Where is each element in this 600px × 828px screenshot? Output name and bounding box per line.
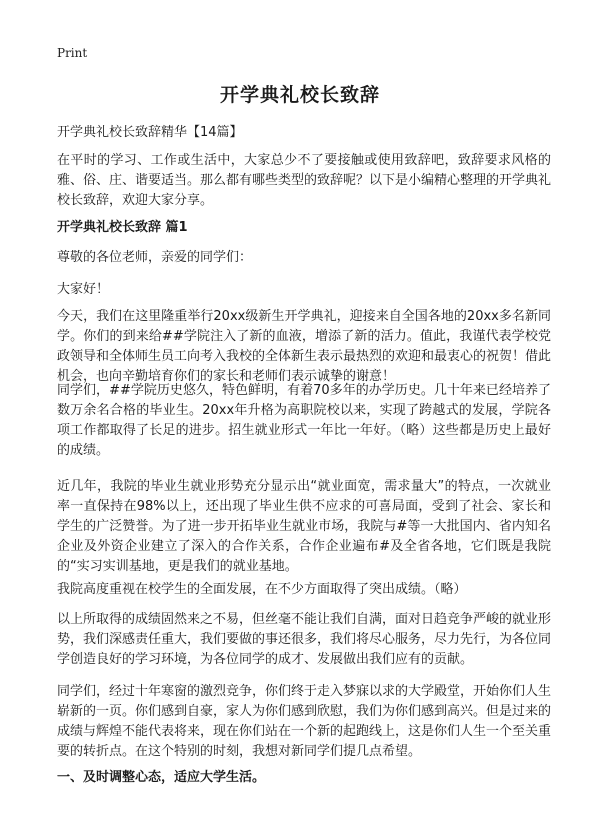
hello-line: 大家好！ xyxy=(57,282,110,297)
intro-paragraph: 在平时的学习、工作或生活中，大家总少不了要接触或使用致辞吧，致辞要求风格的雅、俗、庄、谐要适当。那么都有哪些类型的致辞呢？以下是小编精心整理的开学典礼校长致辞，欢迎大家分享。 xyxy=(57,153,552,208)
section-heading-2: 一、及时调整心态，适应大学生活。 xyxy=(57,770,266,785)
body-paragraph-4: 我院高度重视在校学生的全面发展，在不少方面取得了突出成绩。（略） xyxy=(57,582,467,597)
body-paragraph-3: 近几年，我院的毕业生就业形势充分显示出“就业面宽，需求量大”的特点，一次就业率一直保持在98%以上，还出现了毕业生供不应求的可喜局面，受到了社会、家长和学生的广泛赞誉。为了进一步开拓毕业生就业市场，我院与#等一大批国内、省内知名企业及外资企业建立了深入的合作关系，合作企业遍布#及全省各地，它们既是我院的“实习实训基地，更是我们的就业基地。 xyxy=(57,479,551,574)
document-subtitle: 开学典礼校长致辞精华【14篇】 xyxy=(57,125,243,140)
page-title: 开学典礼校长致辞 xyxy=(219,84,380,106)
greeting-line: 尊敬的各位老师，亲爱的同学们： xyxy=(57,250,253,265)
body-paragraph-6: 同学们，经过十年寒窗的激烈竞争，你们终于走入梦寐以求的大学殿堂，开始你们人生崭新的一页。你们感到自豪，家人为你们感到欣慰，我们为你们感到高兴。但是过来的成绩与辉煌不能代表将来，现在你们站在一个新的起跑线上，这是你们人生一个至关重要的转折点。在这个特别的时刻，我想对新同学们提几点希望。 xyxy=(57,684,552,759)
body-paragraph-5: 以上所取得的成绩固然来之不易，但丝毫不能让我们自满，面对日趋竞争严峻的就业形势，我们深感责任重大，我们要做的事还很多，我们将尽心服务，尽力先行，为各位同学创造良好的学习环境，为各位同学的成才、发展做出我们应有的贡献。 xyxy=(57,612,552,667)
body-paragraph-2: 同学们，##学院历史悠久，特色鲜明，有着70多年的办学历史。几十年来已经培养了数万余名合格的毕业生。20xx年升格为高职院校以来，实现了跨越式的发展，学院各项工作都取得了长足的进步。招生就业形式一年比一年好。（略）这些都是历史上最好的成绩。 xyxy=(57,383,551,458)
print-link[interactable]: Print xyxy=(57,46,88,60)
section-heading-1: 开学典礼校长致辞 篇1 xyxy=(57,220,188,235)
body-paragraph-1: 今天，我们在这里隆重举行20xx级新生开学典礼，迎接来自全国各地的20xx多名新同学。你们的到来给##学院注入了新的血液，增添了新的活力。值此，我谨代表学校党政领导和全体师生员工向考入我校的全体新生表示最热烈的欢迎和最衷心的祝贺！借此机会，也向辛勤培育你们的家长和老师们表示诚挚的谢意！ xyxy=(57,309,552,384)
